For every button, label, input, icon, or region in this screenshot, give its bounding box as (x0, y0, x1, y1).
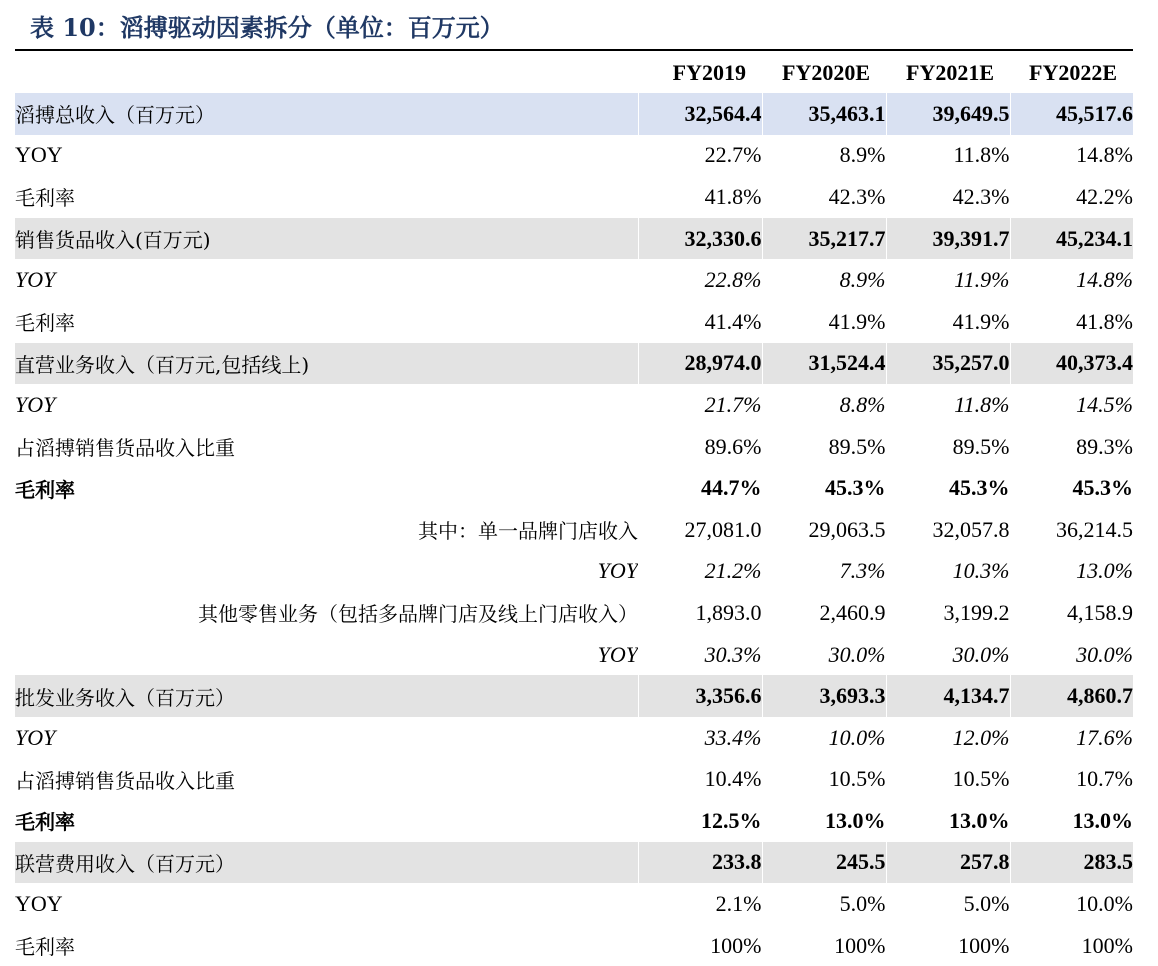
row-label: YOY (15, 142, 63, 168)
cell-value: 14.8% (1010, 259, 1133, 301)
cell-value: 41.8% (1010, 301, 1133, 343)
cell-value: 100% (762, 925, 886, 966)
cell-value: 245.5 (762, 842, 886, 884)
cell-value: 27,081.0 (684, 516, 762, 542)
table-row (15, 218, 1133, 260)
table-row (15, 800, 1133, 842)
title-divider (15, 49, 1133, 51)
cell-value: 39,649.5 (886, 93, 1010, 135)
cell-value: 32,564.4 (638, 93, 762, 135)
row-label: 毛利率 (15, 186, 75, 211)
table-row (15, 634, 1133, 676)
cell-value: 30.0% (762, 634, 886, 676)
cell-value: 42.2% (1010, 176, 1133, 218)
cell-value: 30.3% (704, 641, 762, 667)
cell-value: 3,356.6 (638, 675, 762, 717)
driver-breakdown-table (15, 53, 1133, 966)
cell-value: 44.7% (701, 475, 762, 501)
header-row (15, 53, 1133, 93)
cell-value: 22.8% (704, 267, 762, 293)
cell-value: 36,214.5 (1010, 509, 1133, 551)
cell-value: 13.0% (1010, 551, 1133, 593)
header-fy2021e: FY2021E (906, 60, 994, 85)
cell-value: 5.0% (762, 883, 886, 925)
cell-value: 10.5% (886, 759, 1010, 801)
cell-value: 10.5% (762, 759, 886, 801)
row-label: YOY (15, 391, 56, 417)
row-label: YOY (597, 558, 638, 584)
cell-value: 45,234.1 (1010, 218, 1133, 260)
cell-value: 32,330.6 (638, 218, 762, 260)
row-label: 毛利率 (15, 311, 75, 336)
table-row (15, 883, 1133, 925)
cell-value: 10.0% (1010, 883, 1133, 925)
cell-value: 4,134.7 (886, 675, 1010, 717)
cell-value: 10.4% (704, 766, 762, 792)
cell-value: 13.0% (1010, 800, 1133, 842)
row-label: 毛利率 (15, 935, 75, 960)
cell-value: 41.4% (704, 308, 762, 334)
cell-value: 100% (1010, 925, 1133, 966)
cell-value: 42.3% (886, 176, 1010, 218)
table-row (15, 842, 1133, 884)
row-label: 占滔搏销售货品收入比重 (15, 436, 235, 461)
cell-value: 29,063.5 (762, 509, 886, 551)
table-row (15, 259, 1133, 301)
cell-value: 11.9% (886, 259, 1010, 301)
cell-value: 2.1% (715, 891, 762, 917)
cell-value: 42.3% (762, 176, 886, 218)
cell-value: 14.8% (1010, 135, 1133, 177)
cell-value: 40,373.4 (1010, 343, 1133, 385)
header-fy2020e: FY2020E (782, 60, 870, 85)
cell-value: 10.7% (1010, 759, 1133, 801)
header-label-cell (15, 53, 638, 93)
row-label: YOY (597, 641, 638, 667)
table-row (15, 509, 1133, 551)
cell-value: 35,257.0 (886, 343, 1010, 385)
cell-value: 89.5% (762, 426, 886, 468)
cell-value: 41.8% (704, 183, 762, 209)
table-row (15, 343, 1133, 385)
cell-value: 283.5 (1010, 842, 1133, 884)
row-label: 批发业务收入（百万元） (15, 675, 638, 717)
row-label: YOY (15, 267, 56, 293)
cell-value: 4,158.9 (1010, 592, 1133, 634)
cell-value: 100% (710, 932, 762, 958)
row-label: 销售货品收入(百万元) (15, 218, 638, 260)
row-label: 其中：单一品牌门店收入 (418, 519, 638, 544)
table-row (15, 135, 1133, 177)
row-label: 联营费用收入（百万元） (15, 842, 638, 884)
cell-value: 32,057.8 (886, 509, 1010, 551)
row-label: 占滔搏销售货品收入比重 (15, 768, 235, 793)
header-fy2019: FY2019 (672, 60, 746, 85)
cell-value: 11.8% (886, 135, 1010, 177)
cell-value: 45.3% (762, 467, 886, 509)
cell-value: 21.2% (704, 558, 762, 584)
header-fy2022e: FY2022E (1029, 60, 1117, 85)
cell-value: 10.0% (762, 717, 886, 759)
cell-value: 28,974.0 (638, 343, 762, 385)
cell-value: 30.0% (886, 634, 1010, 676)
cell-value: 8.9% (762, 135, 886, 177)
cell-value: 4,860.7 (1010, 675, 1133, 717)
table-row (15, 551, 1133, 593)
cell-value: 89.3% (1010, 426, 1133, 468)
cell-value: 5.0% (886, 883, 1010, 925)
cell-value: 3,693.3 (762, 675, 886, 717)
cell-value: 10.3% (886, 551, 1010, 593)
table-row (15, 384, 1133, 426)
table-row (15, 675, 1133, 717)
table-row (15, 592, 1133, 634)
cell-value: 35,217.7 (762, 218, 886, 260)
table-row (15, 467, 1133, 509)
row-label: 直营业务收入（百万元,包括线上) (15, 343, 638, 385)
row-label: YOY (15, 891, 63, 917)
table-row (15, 925, 1133, 966)
cell-value: 7.3% (762, 551, 886, 593)
table-row (15, 426, 1133, 468)
table-row (15, 93, 1133, 135)
cell-value: 100% (886, 925, 1010, 966)
cell-value: 3,199.2 (886, 592, 1010, 634)
cell-value: 11.8% (886, 384, 1010, 426)
cell-value: 14.5% (1010, 384, 1133, 426)
cell-value: 8.9% (762, 259, 886, 301)
table-row (15, 759, 1133, 801)
cell-value: 89.6% (704, 433, 762, 459)
cell-value: 21.7% (704, 391, 762, 417)
cell-value: 13.0% (886, 800, 1010, 842)
cell-value: 89.5% (886, 426, 1010, 468)
cell-value: 12.5% (701, 807, 762, 833)
cell-value: 12.0% (886, 717, 1010, 759)
table-row (15, 301, 1133, 343)
cell-value: 1,893.0 (695, 599, 762, 625)
cell-value: 30.0% (1010, 634, 1133, 676)
table-row (15, 717, 1133, 759)
cell-value: 33.4% (704, 724, 762, 750)
cell-value: 39,391.7 (886, 218, 1010, 260)
cell-value: 41.9% (762, 301, 886, 343)
row-label: 毛利率 (15, 810, 75, 835)
cell-value: 31,524.4 (762, 343, 886, 385)
table-row (15, 176, 1133, 218)
cell-value: 233.8 (638, 842, 762, 884)
row-label: YOY (15, 724, 56, 750)
cell-value: 17.6% (1010, 717, 1133, 759)
cell-value: 45.3% (1010, 467, 1133, 509)
cell-value: 45,517.6 (1010, 93, 1133, 135)
cell-value: 41.9% (886, 301, 1010, 343)
cell-value: 13.0% (762, 800, 886, 842)
table-title: 表 10：滔搏驱动因素拆分（单位：百万元） (30, 13, 504, 42)
cell-value: 35,463.1 (762, 93, 886, 135)
row-label: 其他零售业务（包括多品牌门店及线上门店收入） (198, 602, 638, 627)
row-label: 毛利率 (15, 477, 75, 502)
row-label: 滔搏总收入（百万元） (15, 93, 638, 135)
cell-value: 22.7% (704, 142, 762, 168)
cell-value: 257.8 (886, 842, 1010, 884)
cell-value: 8.8% (762, 384, 886, 426)
cell-value: 2,460.9 (762, 592, 886, 634)
cell-value: 45.3% (886, 467, 1010, 509)
